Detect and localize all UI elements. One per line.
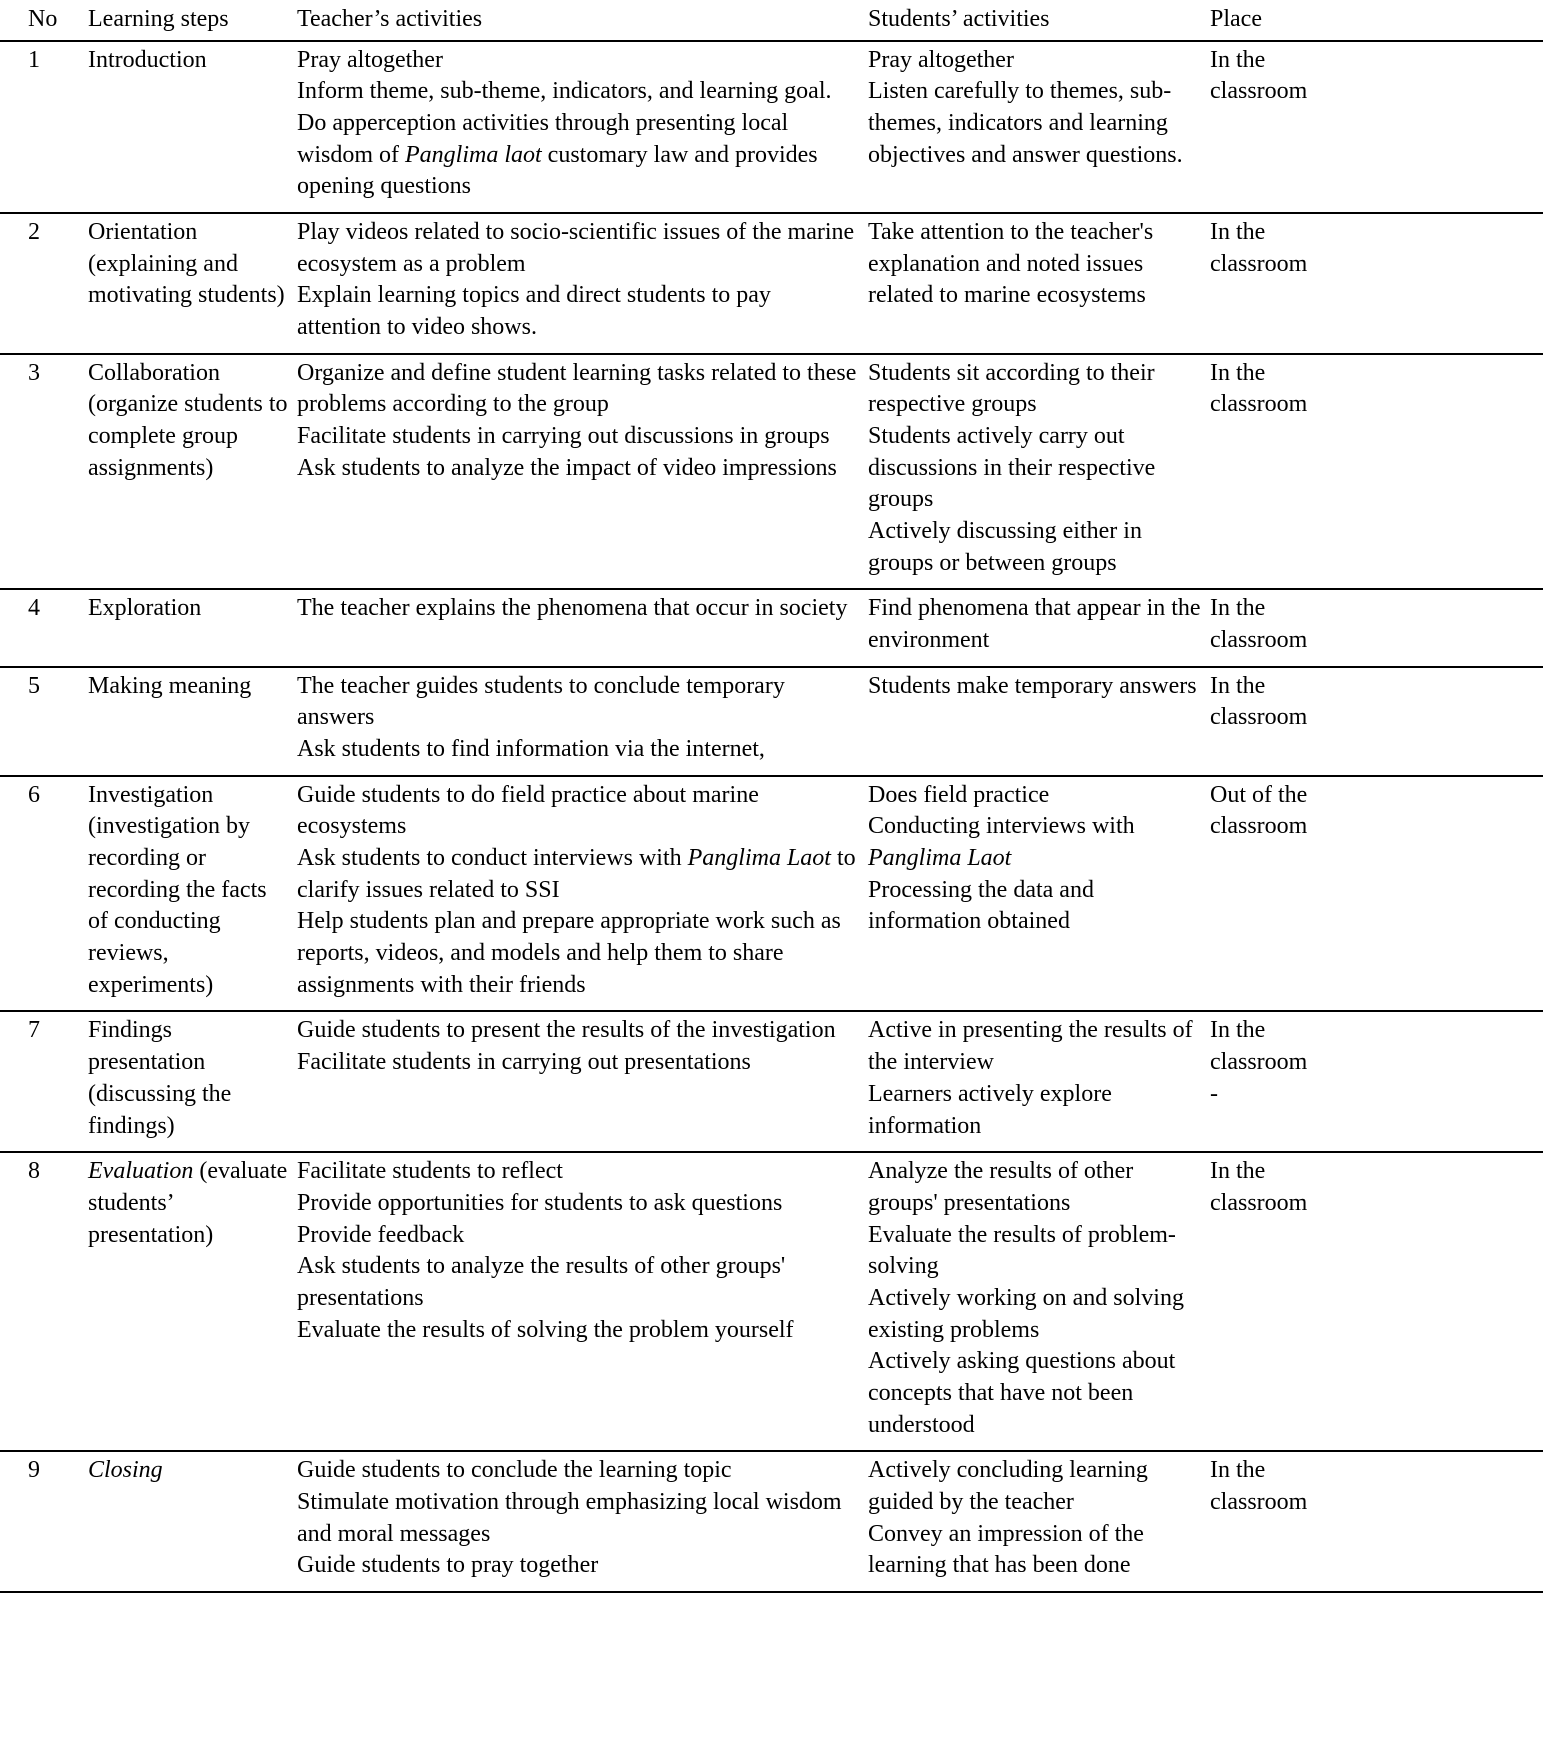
cell-paragraph bbox=[868, 1220, 1202, 1283]
cell-paragraph bbox=[1210, 249, 1535, 281]
cell-paragraph bbox=[868, 516, 1202, 579]
text: Evaluate the results of solving the problem yourself bbox=[297, 1316, 794, 1343]
cell-paragraph bbox=[868, 875, 1202, 938]
text: classroom bbox=[1210, 1488, 1308, 1515]
cell-paragraph bbox=[297, 217, 860, 280]
cell-no: 6 bbox=[28, 781, 40, 808]
cell-teacher-activities bbox=[297, 354, 868, 590]
cell-paragraph bbox=[868, 76, 1202, 171]
cell-paragraph bbox=[1210, 1015, 1535, 1047]
cell-paragraph bbox=[868, 217, 1202, 312]
cell-paragraph bbox=[297, 358, 860, 421]
italic-text: Evaluation bbox=[88, 1158, 194, 1185]
text: Provide feedback bbox=[297, 1221, 465, 1248]
text: Guide students to do field practice about marine ecosystems bbox=[297, 781, 759, 840]
cell-teacher-activities bbox=[297, 589, 868, 666]
cell-learning-step bbox=[88, 667, 297, 776]
text: Play videos related to socio-scientific issues of the marine ecosystem as a problem bbox=[297, 219, 855, 277]
cell-place bbox=[1210, 589, 1543, 666]
cell-paragraph bbox=[297, 45, 860, 77]
text: Facilitate students in carrying out discussions in groups bbox=[297, 423, 830, 450]
cell-no: 3 bbox=[28, 359, 40, 386]
cell-paragraph bbox=[297, 1487, 860, 1550]
text: Making meaning bbox=[88, 672, 252, 699]
cell-paragraph bbox=[88, 1156, 289, 1251]
cell-paragraph bbox=[297, 843, 860, 906]
cell-students-activities bbox=[868, 589, 1210, 666]
cell-paragraph bbox=[88, 217, 289, 312]
text: - bbox=[1210, 1080, 1218, 1107]
cell-paragraph bbox=[297, 453, 860, 485]
text: Actively concluding learning guided by the teacher bbox=[868, 1457, 1148, 1515]
cell-students-activities bbox=[868, 354, 1210, 590]
header-row bbox=[0, 0, 1543, 41]
text: In the bbox=[1210, 1158, 1266, 1185]
text: Inform theme, sub-theme, indicators, and learning goal. bbox=[297, 78, 832, 105]
cell-paragraph bbox=[1210, 625, 1535, 657]
text: classroom bbox=[1210, 1049, 1308, 1076]
text: Ask students to find information via the internet, bbox=[297, 736, 765, 763]
cell-paragraph bbox=[1210, 358, 1535, 390]
text: customary law and provides opening questions bbox=[297, 141, 818, 200]
text: Students make temporary answers bbox=[868, 672, 1197, 699]
text: Find phenomena that appear in the environment bbox=[868, 595, 1201, 654]
text: Actively working on and solving existing problems bbox=[868, 1284, 1184, 1343]
cell-paragraph bbox=[868, 1079, 1202, 1142]
cell-place bbox=[1210, 354, 1543, 590]
text: Stimulate motivation through emphasizing local wisdom and moral messages bbox=[297, 1488, 842, 1547]
text: Do apperception activities through presenting local wisdom of bbox=[297, 110, 789, 168]
cell-students-activities bbox=[868, 667, 1210, 776]
column-header: Learning steps bbox=[88, 6, 229, 32]
text: Take attention to the teacher's explanation and noted issues related to marine ecosystems bbox=[868, 219, 1154, 309]
text: Organize and define student learning tasks related to these problems according to the group bbox=[297, 359, 857, 418]
cell-paragraph bbox=[88, 780, 289, 1002]
text: Convey an impression of the learning that has been done bbox=[868, 1520, 1144, 1579]
column-header: Place bbox=[1210, 6, 1262, 32]
cell-paragraph bbox=[1210, 1188, 1535, 1220]
text: Ask students to analyze the impact of video impressions bbox=[297, 454, 837, 481]
cell-paragraph bbox=[868, 1455, 1202, 1518]
cell-paragraph bbox=[868, 780, 1202, 812]
text: Findings presentation (discussing the findings) bbox=[88, 1017, 232, 1139]
cell-students-activities bbox=[868, 1152, 1210, 1451]
cell-no: 1 bbox=[28, 46, 40, 73]
cell-place bbox=[1210, 776, 1543, 1012]
cell-learning-step bbox=[88, 1152, 297, 1451]
cell-place bbox=[1210, 1451, 1543, 1592]
cell-paragraph bbox=[88, 45, 289, 77]
cell-paragraph bbox=[1210, 593, 1535, 625]
text: classroom bbox=[1210, 813, 1308, 840]
text: Pray altogether bbox=[868, 46, 1014, 73]
cell-teacher-activities bbox=[297, 1011, 868, 1152]
text: Investigation (investigation by recording or recording the facts of conducting reviews, experiments) bbox=[88, 781, 267, 998]
cell-paragraph bbox=[297, 1220, 860, 1252]
column-header: Teacher’s activities bbox=[297, 6, 483, 32]
cell-paragraph bbox=[868, 1346, 1202, 1441]
text: classroom bbox=[1210, 250, 1308, 277]
cell-paragraph bbox=[1210, 811, 1535, 843]
table-row bbox=[0, 1152, 1543, 1451]
cell-paragraph bbox=[297, 1455, 860, 1487]
cell-paragraph bbox=[1210, 45, 1535, 77]
table-row bbox=[0, 667, 1543, 776]
italic-text: Closing bbox=[88, 1457, 163, 1484]
text: (evaluate students’ presentation) bbox=[88, 1158, 288, 1248]
text: The teacher guides students to conclude temporary answers bbox=[297, 672, 785, 731]
cell-paragraph bbox=[1210, 217, 1535, 249]
cell-paragraph bbox=[297, 1550, 860, 1582]
cell-paragraph bbox=[297, 421, 860, 453]
cell-paragraph bbox=[868, 1519, 1202, 1582]
text: In the bbox=[1210, 1457, 1266, 1484]
cell-paragraph bbox=[88, 593, 289, 625]
text: Analyze the results of other groups' presentations bbox=[868, 1158, 1134, 1216]
text: Students actively carry out discussions in their respective groups bbox=[868, 423, 1156, 513]
cell-place bbox=[1210, 41, 1543, 213]
cell-paragraph bbox=[297, 1047, 860, 1079]
cell-paragraph bbox=[868, 358, 1202, 421]
cell-paragraph bbox=[297, 76, 860, 108]
text: In the bbox=[1210, 46, 1266, 73]
cell-paragraph bbox=[297, 1156, 860, 1188]
text: Ask students to conduct interviews with bbox=[297, 845, 688, 872]
cell-paragraph bbox=[1210, 702, 1535, 734]
text: Ask students to analyze the results of other groups' presentations bbox=[297, 1253, 786, 1311]
cell-no: 7 bbox=[28, 1017, 40, 1044]
cell-learning-step bbox=[88, 1011, 297, 1152]
cell-students-activities bbox=[868, 41, 1210, 213]
cell-paragraph bbox=[297, 906, 860, 1001]
cell-learning-step bbox=[88, 354, 297, 590]
cell-paragraph bbox=[868, 671, 1202, 703]
text: classroom bbox=[1210, 1189, 1308, 1216]
cell-paragraph bbox=[88, 358, 289, 485]
cell-paragraph bbox=[868, 593, 1202, 656]
text: Explain learning topics and direct students to pay attention to video shows. bbox=[297, 282, 771, 341]
cell-place bbox=[1210, 667, 1543, 776]
text: Pray altogether bbox=[297, 46, 443, 73]
cell-no: 5 bbox=[28, 672, 40, 699]
cell-paragraph bbox=[1210, 1455, 1535, 1487]
table-row bbox=[0, 1011, 1543, 1152]
cell-paragraph bbox=[88, 1015, 289, 1142]
cell-paragraph bbox=[868, 421, 1202, 516]
text: Actively asking questions about concepts that have not been understood bbox=[868, 1348, 1176, 1438]
cell-paragraph bbox=[88, 671, 289, 703]
cell-teacher-activities bbox=[297, 1152, 868, 1451]
cell-paragraph bbox=[297, 734, 860, 766]
text: Help students plan and prepare appropriate work such as reports, videos, and models and help them to share assignments with their friends bbox=[297, 908, 841, 998]
cell-paragraph bbox=[868, 45, 1202, 77]
text: In the bbox=[1210, 595, 1266, 622]
cell-paragraph bbox=[297, 593, 860, 625]
cell-no: 9 bbox=[28, 1457, 40, 1484]
column-header: No bbox=[28, 6, 58, 32]
text: Listen carefully to themes, sub-themes, indicators and learning objectives and answer questions. bbox=[868, 78, 1183, 168]
text: classroom bbox=[1210, 627, 1308, 654]
table-row bbox=[0, 776, 1543, 1012]
cell-place bbox=[1210, 1152, 1543, 1451]
cell-paragraph bbox=[1210, 1156, 1535, 1188]
text: In the bbox=[1210, 672, 1266, 699]
text: Facilitate students to reflect bbox=[297, 1158, 563, 1185]
cell-students-activities bbox=[868, 213, 1210, 354]
cell-learning-step bbox=[88, 776, 297, 1012]
table-body bbox=[0, 41, 1543, 1592]
cell-students-activities bbox=[868, 1011, 1210, 1152]
cell-learning-step bbox=[88, 1451, 297, 1592]
text: classroom bbox=[1210, 78, 1308, 105]
cell-place bbox=[1210, 213, 1543, 354]
cell-paragraph bbox=[868, 1015, 1202, 1078]
cell-paragraph bbox=[868, 1283, 1202, 1346]
text: Guide students to conclude the learning topic bbox=[297, 1457, 732, 1484]
cell-paragraph bbox=[1210, 1047, 1535, 1079]
text: Active in presenting the results of the interview bbox=[868, 1017, 1193, 1076]
cell-learning-step bbox=[88, 589, 297, 666]
text: to clarify issues related to SSI bbox=[297, 845, 856, 903]
cell-paragraph bbox=[88, 1455, 289, 1487]
cell-paragraph bbox=[1210, 389, 1535, 421]
text: Introduction bbox=[88, 46, 207, 73]
cell-teacher-activities bbox=[297, 776, 868, 1012]
text: Learners actively explore information bbox=[868, 1080, 1112, 1139]
cell-paragraph bbox=[297, 1188, 860, 1220]
column-header: Students’ activities bbox=[868, 6, 1050, 32]
text: Students sit according to their respective groups bbox=[868, 359, 1155, 418]
table-row bbox=[0, 213, 1543, 354]
cell-students-activities bbox=[868, 776, 1210, 1012]
cell-no: 4 bbox=[28, 595, 40, 622]
text: Provide opportunities for students to ask questions bbox=[297, 1189, 783, 1216]
text: In the bbox=[1210, 359, 1266, 386]
cell-no: 2 bbox=[28, 219, 40, 246]
cell-paragraph bbox=[297, 780, 860, 843]
text: classroom bbox=[1210, 704, 1308, 731]
text: Facilitate students in carrying out presentations bbox=[297, 1049, 751, 1076]
text: The teacher explains the phenomena that occur in society bbox=[297, 595, 848, 622]
cell-paragraph bbox=[1210, 76, 1535, 108]
table-row bbox=[0, 354, 1543, 590]
text: Processing the data and information obtained bbox=[868, 876, 1094, 935]
text: classroom bbox=[1210, 391, 1308, 418]
text: Out of the bbox=[1210, 781, 1308, 808]
cell-learning-step bbox=[88, 41, 297, 213]
text: In the bbox=[1210, 219, 1266, 246]
cell-teacher-activities bbox=[297, 667, 868, 776]
cell-place bbox=[1210, 1011, 1543, 1152]
table-row bbox=[0, 589, 1543, 666]
cell-paragraph bbox=[297, 1015, 860, 1047]
cell-paragraph bbox=[1210, 1079, 1535, 1111]
cell-paragraph bbox=[297, 108, 860, 203]
cell-no: 8 bbox=[28, 1158, 40, 1185]
text: Orientation (explaining and motivating students) bbox=[88, 219, 285, 309]
text: Actively discussing either in groups or between groups bbox=[868, 518, 1142, 576]
text: Evaluate the results of problem-solving bbox=[868, 1221, 1176, 1280]
text: Does field practice bbox=[868, 781, 1050, 808]
text: Conducting interviews with bbox=[868, 813, 1135, 840]
cell-paragraph bbox=[1210, 671, 1535, 703]
cell-teacher-activities bbox=[297, 41, 868, 213]
italic-text: Panglima Laot bbox=[868, 845, 1012, 872]
cell-paragraph bbox=[1210, 780, 1535, 812]
cell-paragraph bbox=[868, 1156, 1202, 1219]
text: In the bbox=[1210, 1017, 1266, 1044]
cell-students-activities bbox=[868, 1451, 1210, 1592]
cell-paragraph bbox=[1210, 1487, 1535, 1519]
cell-paragraph bbox=[297, 1315, 860, 1347]
cell-paragraph bbox=[868, 811, 1202, 874]
table-row bbox=[0, 1451, 1543, 1592]
cell-paragraph bbox=[297, 671, 860, 734]
text: Exploration bbox=[88, 595, 202, 622]
cell-paragraph bbox=[297, 1251, 860, 1314]
italic-text: Panglima Laot bbox=[687, 845, 831, 872]
text: Guide students to pray together bbox=[297, 1552, 599, 1579]
cell-learning-step bbox=[88, 213, 297, 354]
italic-text: Panglima laot bbox=[405, 141, 542, 168]
text: Guide students to present the results of the investigation bbox=[297, 1017, 836, 1044]
cell-teacher-activities bbox=[297, 1451, 868, 1592]
text: Collaboration (organize students to complete group assignments) bbox=[88, 359, 288, 481]
cell-paragraph bbox=[297, 280, 860, 343]
table-row bbox=[0, 41, 1543, 213]
cell-teacher-activities bbox=[297, 213, 868, 354]
